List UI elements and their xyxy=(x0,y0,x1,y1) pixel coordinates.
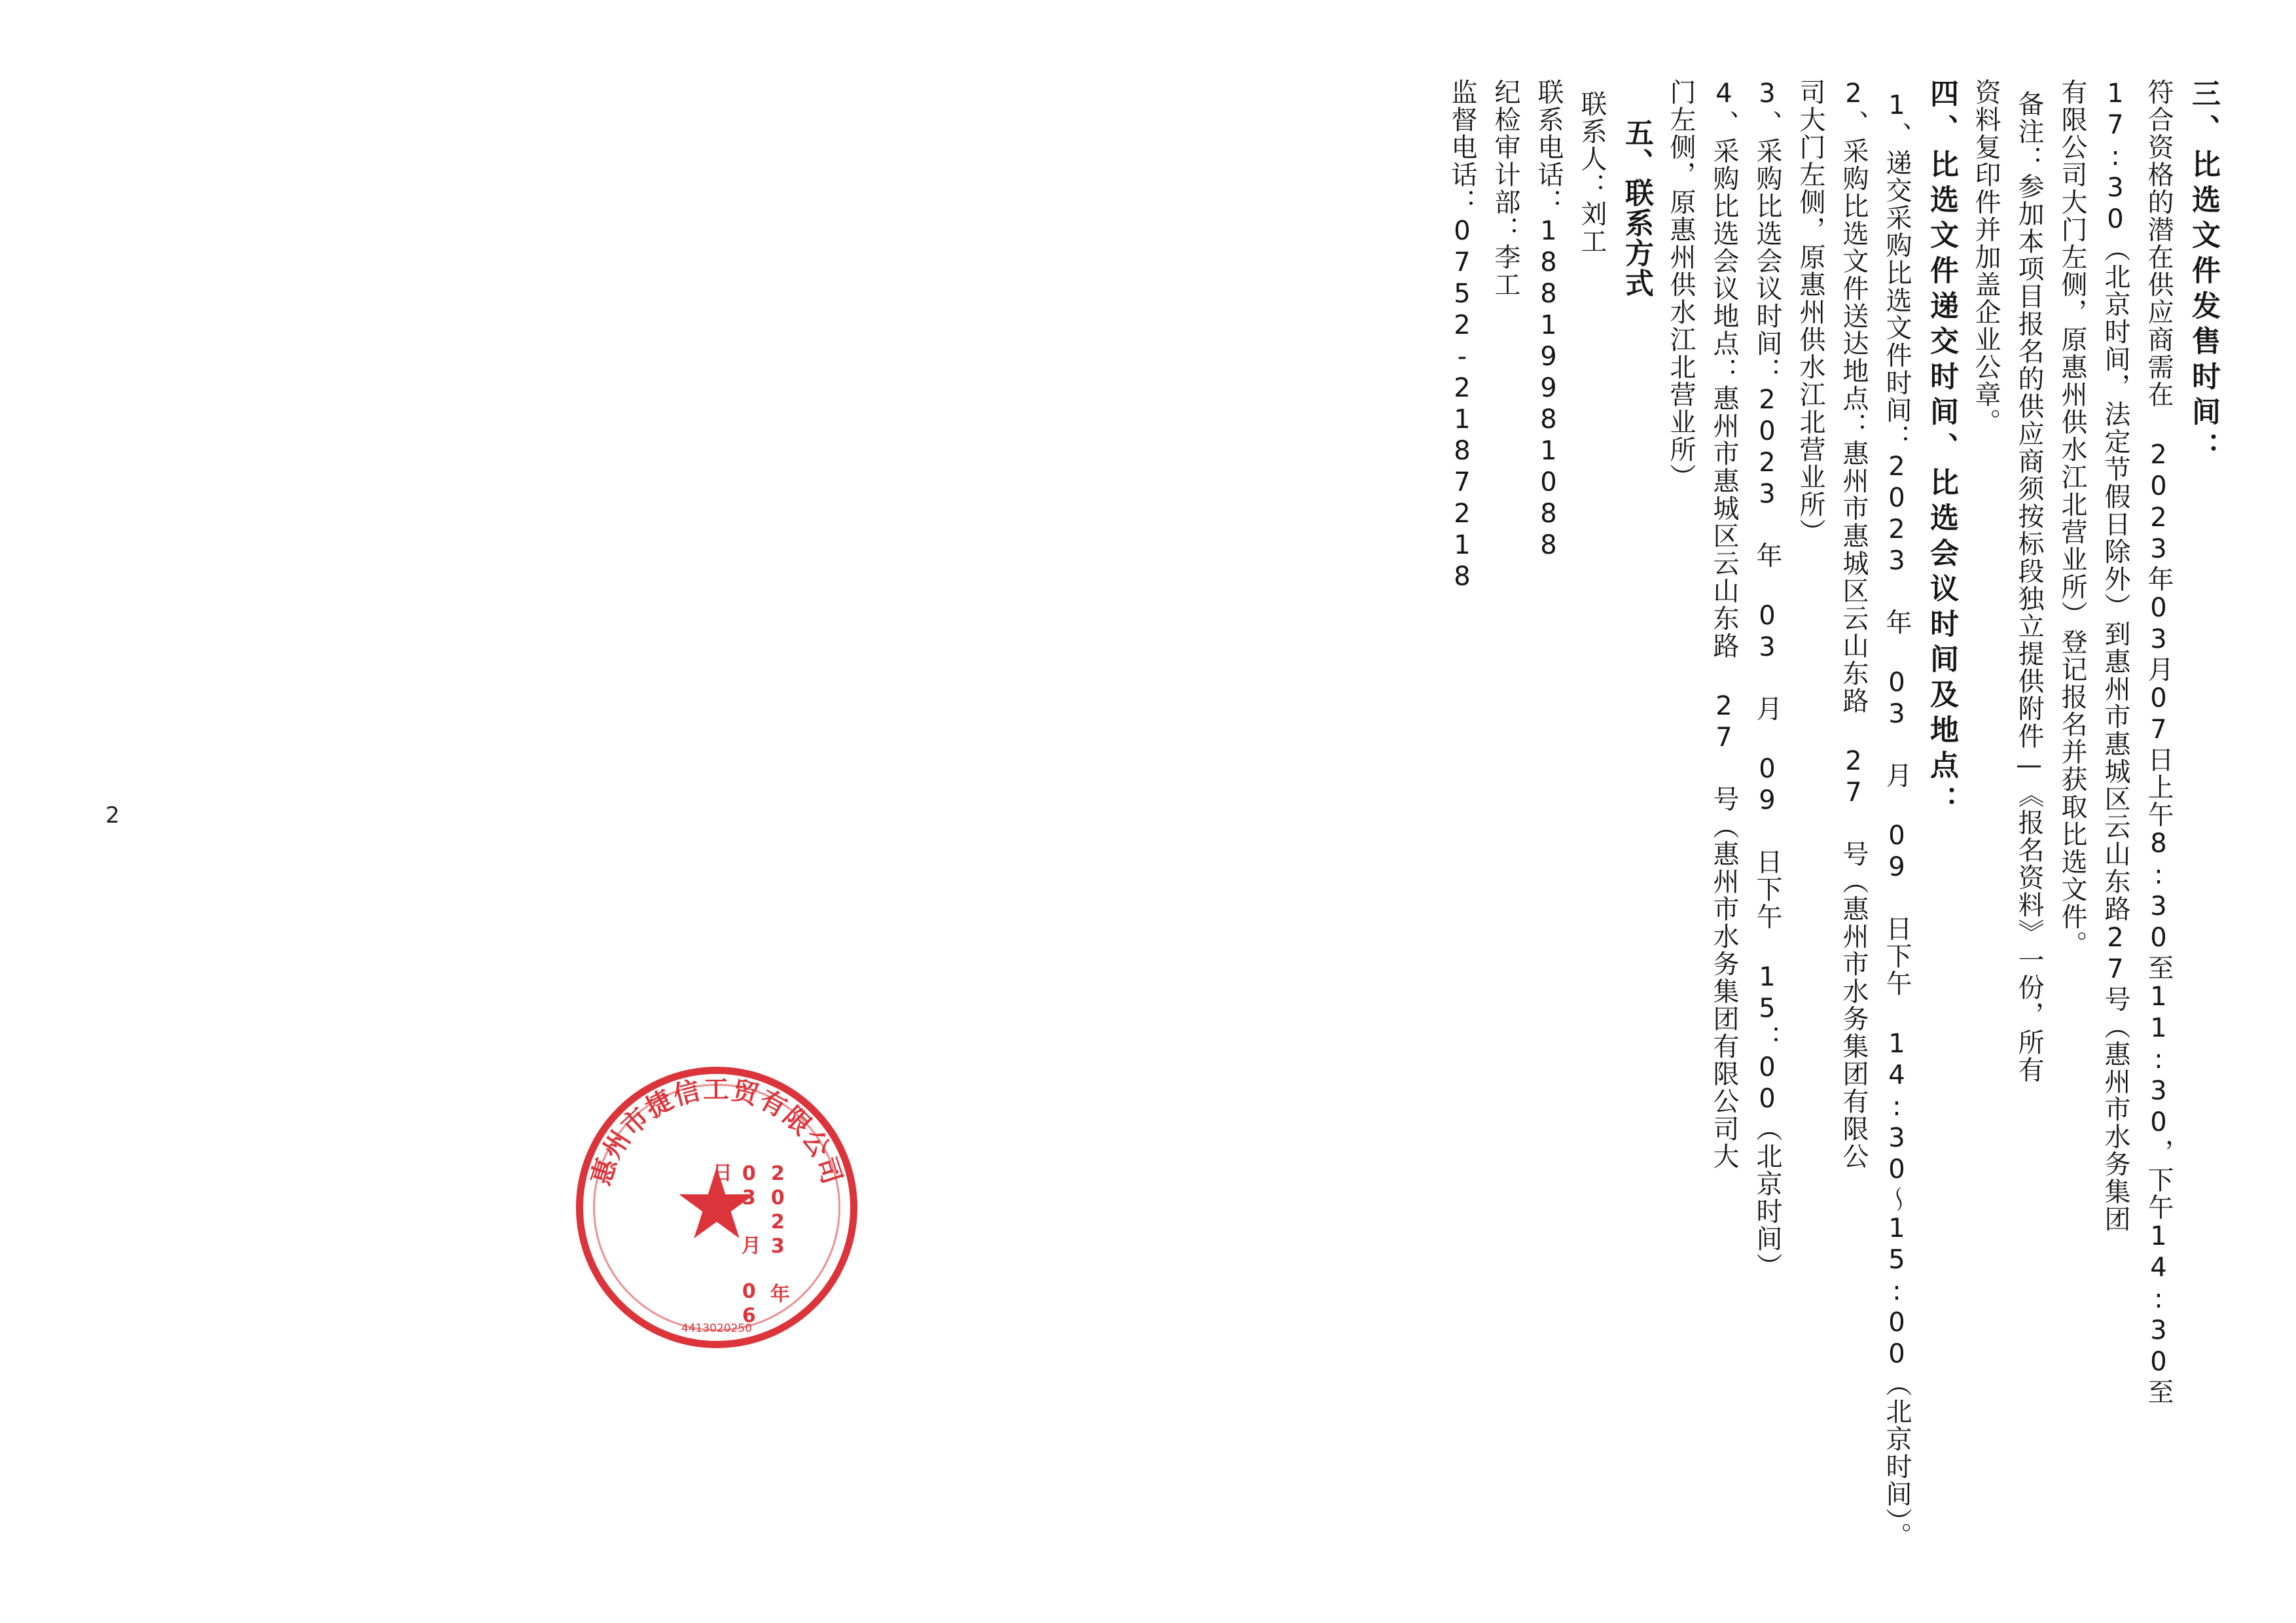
section-4-line-3: 司大门左侧，原惠州供水江北营业所） xyxy=(1795,79,1825,546)
section-5-contact-phone: 联系电话：18819981088 xyxy=(1534,79,1564,562)
section-3-line-1: 符合资格的潜在供应商需在 2023年03月07日上午8:30至11:30，下午14:30至 xyxy=(2144,79,2174,1406)
section-3-note-1: 备注：参加本项目报名的供应商须按标段独立提供附件—《报名资料》一份，所有 xyxy=(2014,90,2044,1084)
section-4-line-2: 2、采购比选文件送达地点：惠州市惠城区云山东路 27 号（惠州市水务集团有限公 xyxy=(1839,79,1869,1170)
company-seal-stamp xyxy=(576,1067,857,1348)
section-3-line-3: 有限公司大门左侧，原惠州供水江北营业所）登记报名并获取比选文件。 xyxy=(2057,79,2087,958)
section-3-heading: 三、比选文件发售时间： xyxy=(2187,79,2220,467)
section-4-line-5: 4、采购比选会议地点：惠州市惠城区云山东路 27 号（惠州市水务集团有限公司大 xyxy=(1709,79,1739,1170)
section-5-contact-person: 联系人：刘工 xyxy=(1577,90,1607,255)
seal-code: 4413020250 xyxy=(681,1322,753,1335)
seal-company-name: 惠州市捷信工贸有限公司 xyxy=(586,1075,848,1189)
section-5-audit-contact: 纪检审计部：李工 xyxy=(1490,79,1520,298)
section-4-line-1: 1、递交采购比选文件时间：2023 年 03 月 09 日下午 14:30～15:00（北京时间）。 xyxy=(1882,90,1912,1550)
document-column-stack xyxy=(1432,79,2220,1558)
section-5-supervision-phone: 监督电话：0752-2187218 xyxy=(1447,79,1477,593)
section-5-heading: 五、联系方式 xyxy=(1620,118,1653,298)
page-number: 2 xyxy=(99,802,126,829)
section-4-line-4: 3、采购比选会议时间：2023 年 03 月 09 日下午 15：00（北京时间） xyxy=(1752,79,1782,1280)
section-4-line-6: 门左侧，原惠州供水江北营业所） xyxy=(1666,79,1696,491)
section-4-heading: 四、比选文件递交时间、比选会议时间及地点： xyxy=(1925,79,1958,821)
section-3-note-2: 资料复印件并加盖企业公章。 xyxy=(1971,79,2001,436)
seal-date: 2023 年 03 月 06 日 xyxy=(708,1162,789,1329)
section-3-line-2: 17:30（北京时间，法定节假日除外）到惠州市惠城区云山东路27号（惠州市水务集团 xyxy=(2100,79,2130,1233)
